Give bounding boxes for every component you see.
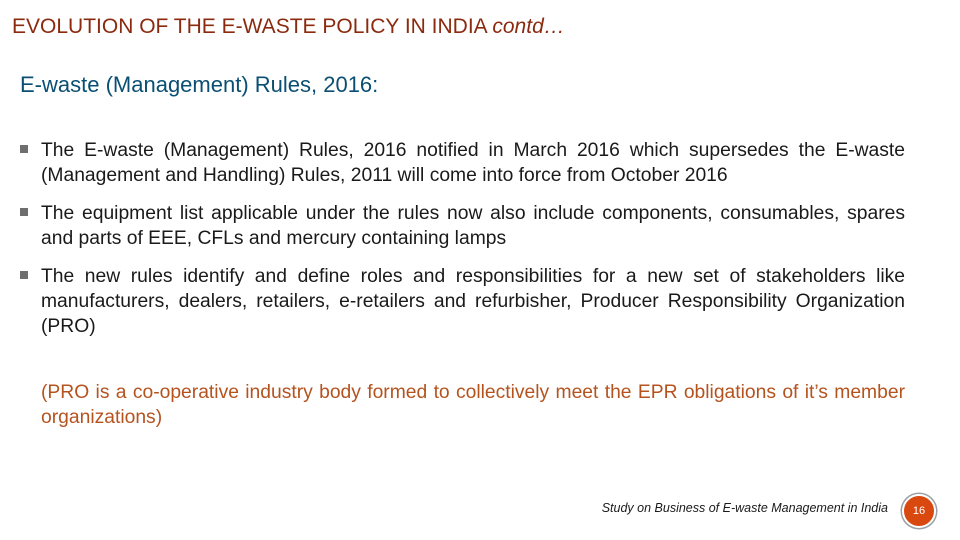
bullet-list bbox=[20, 138, 905, 352]
bullet-item bbox=[20, 264, 905, 339]
square-bullet-icon bbox=[20, 208, 28, 216]
square-bullet-icon bbox=[20, 145, 28, 153]
footer-source: Study on Business of E-waste Management in India bbox=[601, 501, 888, 515]
slide-subtitle: E-waste (Management) Rules, 2016: bbox=[20, 72, 379, 97]
slide-title bbox=[12, 15, 565, 39]
slide-title-contd: contd… bbox=[492, 15, 565, 38]
page-number-badge bbox=[902, 494, 936, 528]
bullet-text: The new rules identify and define roles and responsibilities for a new set of stakeholders like manufacturers, dealers, retailers, e-retailers and refurbisher, Producer Responsibility Organization (PRO) bbox=[41, 266, 905, 337]
pro-note: (PRO is a co-operative industry body formed to collectively meet the EPR obligations of it’s member organizations) bbox=[41, 382, 905, 428]
bullet-item bbox=[20, 201, 905, 251]
bullet-text: The E-waste (Management) Rules, 2016 notified in March 2016 which supersedes the E-waste (Management and Handling) Rules, 2011 will come into force from October 2016 bbox=[41, 140, 905, 186]
bullet-item bbox=[20, 138, 905, 188]
slide-title-main: EVOLUTION OF THE E-WASTE POLICY IN INDIA bbox=[12, 15, 487, 38]
page-number: 16 bbox=[912, 505, 926, 517]
bullet-text: The equipment list applicable under the rules now also include components, consumables, spares and parts of EEE, CFLs and mercury containing lamps bbox=[41, 203, 905, 249]
square-bullet-icon bbox=[20, 271, 28, 279]
